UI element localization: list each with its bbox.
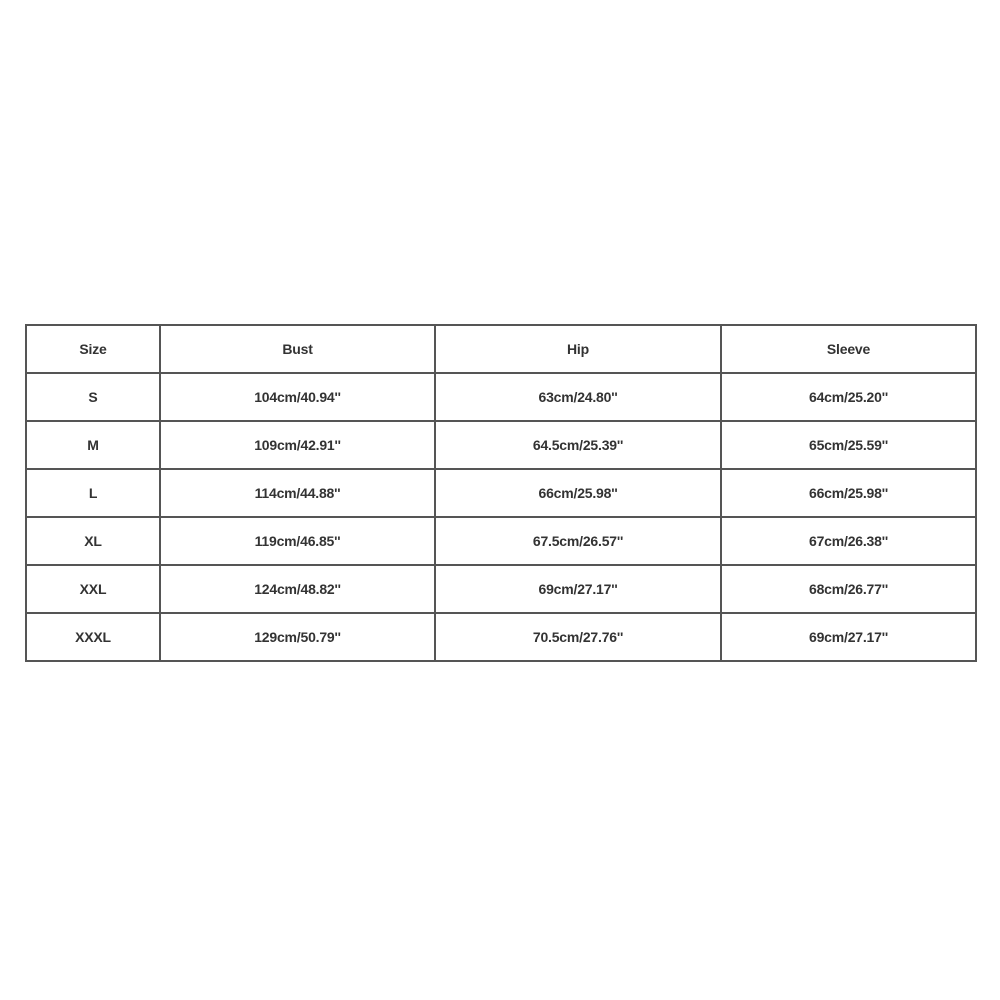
header-hip: Hip: [435, 325, 721, 373]
sleeve-cell: 66cm/25.98'': [721, 469, 976, 517]
bust-cell: 104cm/40.94'': [160, 373, 435, 421]
sleeve-cell: 68cm/26.77'': [721, 565, 976, 613]
table-row: [26, 373, 976, 421]
hip-cell: 63cm/24.80'': [435, 373, 721, 421]
hip-cell: 69cm/27.17'': [435, 565, 721, 613]
bust-cell: 119cm/46.85'': [160, 517, 435, 565]
header-bust: Bust: [160, 325, 435, 373]
header-row: [26, 325, 976, 373]
size-cell: XL: [26, 517, 160, 565]
sleeve-cell: 67cm/26.38'': [721, 517, 976, 565]
bust-cell: 124cm/48.82'': [160, 565, 435, 613]
header-size: Size: [26, 325, 160, 373]
size-chart-table: [25, 324, 977, 662]
table-row: [26, 469, 976, 517]
size-cell: XXL: [26, 565, 160, 613]
size-cell: M: [26, 421, 160, 469]
bust-cell: 129cm/50.79'': [160, 613, 435, 661]
size-cell: L: [26, 469, 160, 517]
hip-cell: 67.5cm/26.57'': [435, 517, 721, 565]
table-row: [26, 517, 976, 565]
size-cell: S: [26, 373, 160, 421]
size-cell: XXXL: [26, 613, 160, 661]
hip-cell: 66cm/25.98'': [435, 469, 721, 517]
sleeve-cell: 64cm/25.20'': [721, 373, 976, 421]
bust-cell: 109cm/42.91'': [160, 421, 435, 469]
header-sleeve: Sleeve: [721, 325, 976, 373]
sleeve-cell: 69cm/27.17'': [721, 613, 976, 661]
hip-cell: 64.5cm/25.39'': [435, 421, 721, 469]
table-row: [26, 421, 976, 469]
sleeve-cell: 65cm/25.59'': [721, 421, 976, 469]
hip-cell: 70.5cm/27.76'': [435, 613, 721, 661]
table-row: [26, 613, 976, 661]
bust-cell: 114cm/44.88'': [160, 469, 435, 517]
table-row: [26, 565, 976, 613]
